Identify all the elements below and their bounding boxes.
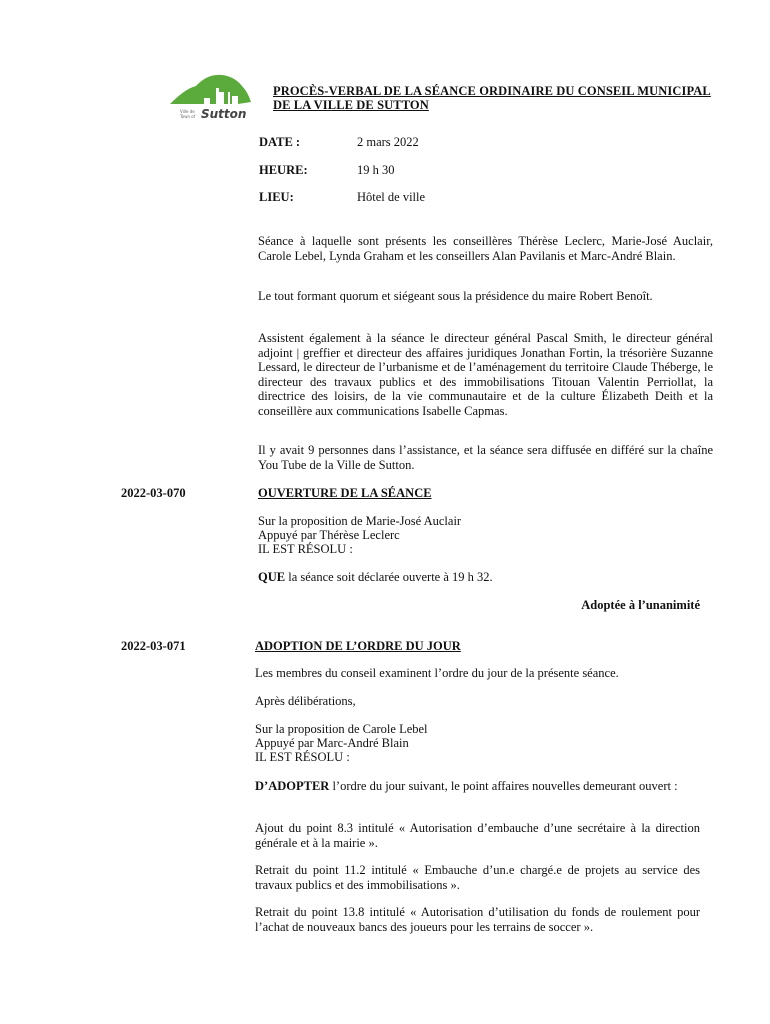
proposer-line-2: Sur la proposition de Carole Lebel xyxy=(255,722,428,736)
seconder-line: Appuyé par Thérèse Leclerc xyxy=(258,528,400,542)
section-heading-opening: OUVERTURE DE LA SÉANCE xyxy=(258,486,432,500)
document-title: PROCÈS-VERBAL DE LA SÉANCE ORDINAIRE DU CONSEIL MUNICIPAL DE LA VILLE DE SUTTON xyxy=(273,84,711,112)
sutton-logo xyxy=(166,70,256,126)
place-value: Hôtel de ville xyxy=(357,190,426,204)
agenda-item-remove-1: Retrait du point 11.2 intitulé « Embauche d’un.e chargé.e de projets au service des travaux publics et des immobilisations ». xyxy=(255,863,700,892)
seconder-line-2: Appuyé par Marc-André Blain xyxy=(255,736,409,750)
deliberations-line: Après délibérations, xyxy=(255,694,356,708)
que-text: la séance soit déclarée ouverte à 19 h 32. xyxy=(285,570,493,584)
resolved-line: IL EST RÉSOLU : xyxy=(258,542,353,556)
resolution-number-2: 2022-03-071 xyxy=(121,639,186,653)
agenda-intro: Les membres du conseil examinent l’ordre du jour de la présente séance. xyxy=(255,666,619,680)
section-heading-agenda: ADOPTION DE L’ORDRE DU JOUR xyxy=(255,639,461,653)
date-value: 2 mars 2022 xyxy=(357,135,419,149)
time-value: 19 h 30 xyxy=(357,163,395,177)
logo-brand: Sutton xyxy=(201,107,247,121)
logo-line1: Ville de xyxy=(180,109,195,114)
logo-line2: Town of xyxy=(180,113,196,119)
attendance-paragraph: Séance à laquelle sont présents les conseillères Thérèse Leclerc, Marie-José Auclair, Carole Lebel, Lynda Graham et les conseillers Alan Pavilanis et Marc-André Blain. xyxy=(258,234,713,263)
agenda-item-add: Ajout du point 8.3 intitulé « Autorisation d’embauche d’une secrétaire à la direction générale et à la mairie ». xyxy=(255,821,700,850)
resolution-number-1: 2022-03-070 xyxy=(121,486,186,500)
place-label: LIEU: xyxy=(259,190,294,204)
quorum-paragraph: Le tout formant quorum et siégeant sous la présidence du maire Robert Benoît. xyxy=(258,289,653,303)
staff-paragraph: Assistent également à la séance le directeur général Pascal Smith, le directeur général adjoint | greffier et directeur des affaires juridiques Jonathan Fortin, la trésorière Suzanne Lessard, le directeur de l’urbanisme et de l’aménagement du territoire Claude Théberge, le directeur des travaux publics et des immobilisations Titouan Valentin Perriollat, la directrice des loisirs, de la vie communautaire et de la culture Élizabeth Deith et la conseillère aux communications Isabelle Capmas. xyxy=(258,331,713,418)
adopt-text: l’ordre du jour suivant, le point affaires nouvelles demeurant ouvert : xyxy=(329,779,678,793)
resolved-line-2: IL EST RÉSOLU : xyxy=(255,750,350,764)
agenda-item-remove-2: Retrait du point 13.8 intitulé « Autorisation d’utilisation du fonds de roulement pour l’achat de nouveaux bancs des joueurs pour les terrains de soccer ». xyxy=(255,905,700,934)
adopt-agenda-text xyxy=(255,779,700,794)
adopted-unanimously: Adoptée à l’unanimité xyxy=(581,598,700,612)
adopt-keyword: D’ADOPTER xyxy=(255,779,330,793)
resolution-text xyxy=(258,570,493,585)
time-label: HEURE: xyxy=(259,163,308,177)
proposer-line: Sur la proposition de Marie-José Auclair xyxy=(258,514,462,528)
que-keyword: QUE xyxy=(258,570,286,584)
audience-paragraph: Il y avait 9 personnes dans l’assistance, et la séance sera diffusée en différé sur la chaîne You Tube de la Ville de Sutton. xyxy=(258,443,713,472)
date-label: DATE : xyxy=(259,135,301,149)
